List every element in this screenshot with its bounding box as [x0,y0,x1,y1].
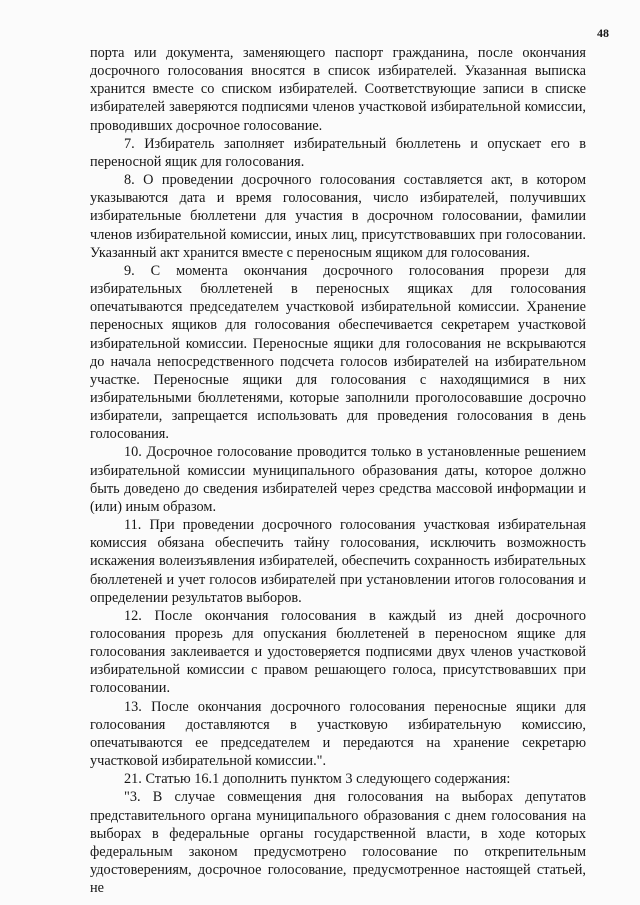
paragraph-item-10: 10. Досрочное голосование проводится только в установленные решением избирательной комиссии муниципального образования даты, которое должно быть доведено до сведения избирателей через средства массовой информации и (или) иным образом. [90,444,586,515]
paragraph-item-8: 8. О проведении досрочного голосования составляется акт, в котором указываются дата и время голосования, число избирателей, получивших избирательные бюллетени для участия в досрочном голосовании, фамилии членов избирательной комиссии, иных лиц, присутствовавших при голосовании. Указанный акт хранится вместе с переносным ящиком для голосования. [90,172,586,261]
paragraph-article-21: 21. Статью 16.1 дополнить пунктом 3 следующего содержания: [124,771,511,788]
document-body [90,44,586,897]
paragraph-item-13: 13. После окончания досрочного голосования переносные ящики для голосования доставляются в участковую избирательную комиссию, опечатываются ее председателем и передаются на хранение секретарю участковой избирательной комиссии.". [90,698,586,770]
page-number: 48 [597,26,609,40]
paragraph-continuation: порта или документа, заменяющего паспорт гражданина, после окончания досрочного голосования вносятся в список избирателей. Указанная выписка хранится вместе со списком избирателей. Соответствующие записи в списке избирателей заверяются подписями членов участковой избирательной комиссии, проводивших досрочное голосование. [90,45,586,134]
paragraph-item-12: 12. После окончания голосования в каждый из дней досрочного голосования прорезь для опускания бюллетеней в переносном ящике для голосования заклеивается и удостоверяется подписями двух членов участковой избирательной комиссии с правом решающего голоса, присутствовавших при голосовании. [90,607,586,697]
paragraph-item-7: 7. Избиратель заполняет избирательный бюллетень и опускает его в переносной ящик для голосования. [90,135,586,170]
paragraph-item-11: 11. При проведении досрочного голосования участковая избирательная комиссия обязана обеспечить тайну голосования, исключить возможность искажения волеизъявления избирателей, обеспечить сохранность избирательных бюллетеней и учет голосов избирателей при установлении итогов голосования и определении результатов выборов. [90,517,586,606]
paragraph-item-9: 9. С момента окончания досрочного голосования прорези для избирательных бюллетеней в переносных ящиках для голосования опечатываются председателем участковой избирательной комиссии. Хранение переносных ящиков для голосования обеспечивается секретарем участковой избирательной комиссии. Переносные ящики для голосования не вскрываются до начала непосредственного подсчета голосов избирателей на избирательном участке. Переносные ящики для голосования с находящимися в них избирательными бюллетенями, которые заполнили проголосовавшие досрочно избиратели, запрещается использовать для проведения голосования в день голосования. [90,262,586,443]
paragraph-clause-3: "3. В случае совмещения дня голосования на выборах депутатов представительного органа муниципального образования с днем голосования на выборах в федеральные органы государственной власти, в ходе которых федеральным законом предусмотрено голосование по открепительным удостоверениям, досрочное голосование, предусмотренное настоящей статьей, не [90,789,586,897]
